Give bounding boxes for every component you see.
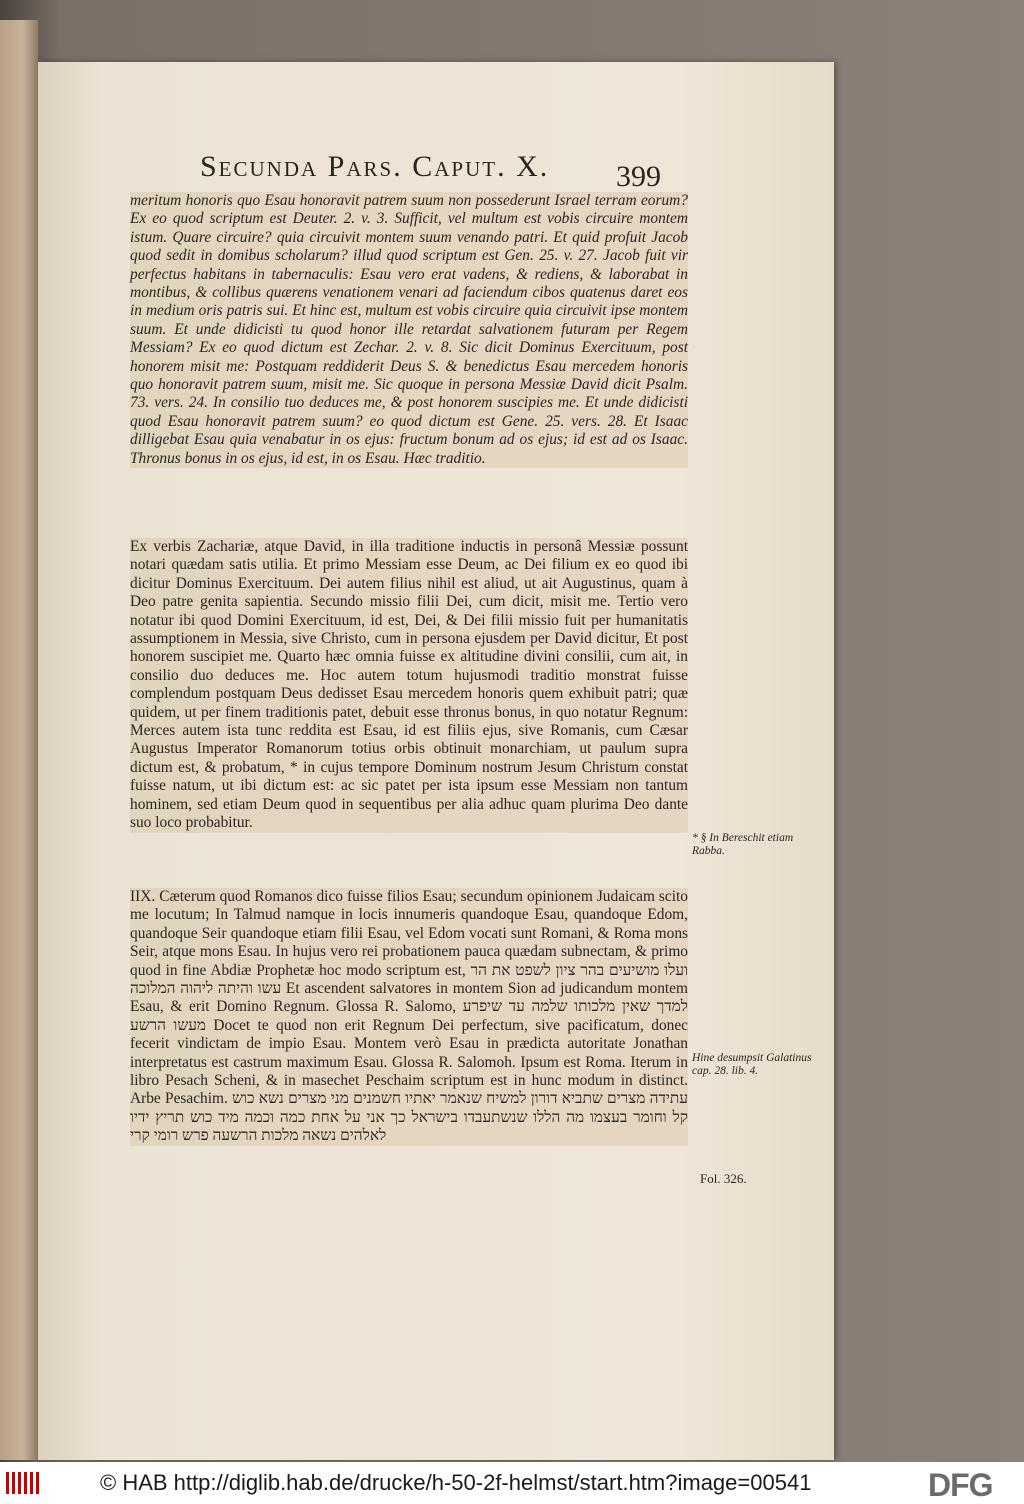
hab-barcode-icon [6, 1472, 40, 1494]
facing-page-edge [0, 20, 38, 1460]
source-link[interactable]: © HAB http://diglib.hab.de/drucke/h-50-2f-helmst/start.htm?image=00541 [100, 1470, 812, 1495]
margin-note-3: Fol. 326. [700, 1171, 747, 1186]
page-number: 399 [616, 160, 661, 193]
paragraph-1: meritum honoris quo Esau honoravit patrem suum non possederunt Israel terram eorum? Ex eo quod scriptum est Deuter. 2. v. 3. Sufficit, vel multum est vobis circuire montem istum. Quare circuire? quia circuivit montem suum venando patri. Et quid profuit Jacob quod sedit in domibus scholarum? illud quod scriptum est Gen. 25. v. 27. Jacob fuit vir perfectus habitans in tabernaculis: Esau vero erat vadens, & rediens, & laborabat in montibus, & collibus quærens venationem venari ad faciendum cibos quatenus daret eos in medium oris patris sui. Et hinc est, multum est vobis circuire quia circuivit ipse montem suum. Et unde didicisti tu quod honor ille retardat salvationem futuram per Regem Messiam? Ex eo quod dictum est Zechar. 2. v. 8. Sic dicit Dominus Exercituum, post honorem misit me: Postquam reddiderit Deus S. & benedictus Esau mercedem honoris quo honoravit patrem suum, misit me. Sic quoque in persona Messiæ David dicit Psalm. 73. vers. 24. In consilio tuo deduces me, & post honorem suscipies me. Et unde didicisti quod Esau honoravit patrem suum? eo quod dictum est Gene. 25. vers. 28. Et Isaac dilligebat Esau quia venabatur in os ejus: fructum bonum ad os ejus; id est ad os Isaac. Thronus bonus in os ejus, id est, in os Esau. Hæc traditio. [130, 192, 688, 467]
paragraph-3: IIX. Cæterum quod Romanos dico fuisse filios Esau; secundum opinionem Judaicam scito me locutum; In Talmud namque in locis innumeris quandoque Esau, quandoque Edom, quandoque Seir quandoque etiam filii Esau, vel Edom vocati sunt Romani, & Roma mons Seir, atque mons Esau. In hujus vero rei probationem pauca quædam subnectam, & primo quod in fine Abdiæ Prophetæ hoc modo scriptum est, ועלו מושיעים בהר ציון לשפט את הר עשו והיתה ליהוה המלוכה Et ascendent salvatores in montem Sion ad judicandum montem Esau, & erit Domino Regnum. Glossa R. Salomo, למדך שאין מלכותו שלמה עד שיפרע מעשו הרשע Docet te quod non erit Regnum Dei perfectum, sive pacificatum, donec fecerit vindictam de impio Esau. Montem verò Esau in prædicta autoritate Jonathan interpretatus est castrum maximum Esau. Glossa R. Salomoh. Ipsum est Roma. Iterum in libro Pesach Scheni, & in masechet Peschaim scriptum est in hunc modum in distinct. Arbe Pesachim. עתידה מצרים שתביא דורון למשיח שנאמר יאתיו חשמנים מני מצרים נשא כוש קל וחומר בעצמו מה הללו שנשתעבדו בישראל כך אני על אחת כמה וכמה מיד כוש תריץ ידיו לאלהים נשאה מלכות הרשעה פרש רומי קרי [130, 888, 688, 1145]
paragraph-2: Ex verbis Zachariæ, atque David, in illa traditione inductis in personâ Messiæ possunt notari quædam satis utilia. Et primo Messiam esse Deum, ac Dei filium ex eo quod ibi dicitur Dominus Exercituum. Dei autem filius nihil est aliud, ut ait Augustinus, quam à Deo patre genita sapientia. Secundo missio filii Dei, cum dicit, misit me. Tertio vero notatur ibi quod Domini Exercituum, id est, Dei, & Dei filii missio fuit per humanitatis assumptionem in Messia, sive Christo, cum in persona ejusdem per David dicitur, Et post honorem suscipiet me. Quarto hæc omnia fuisse ex altitudine divini consilii, cum ait, in consilio duo deduces me. Hoc autem totum hujusmodi traditio monstrat fuisse complendum postquam Deus dedisset Esau mercedem honoris quem exhibuit patri; quæ quidem, ut per finem traditionis patet, debuit esse thronus bonus, in quo notatur Regnum: Merces autem ista tunc reddita est Esau, id est filiis ejus, sive Romanis, cum Cæsar Augustus Imperator Romanorum totius orbis obtinuit monarchiam, ut paulum supra dictum est, & probatum, * in cujus tempore Dominum nostrum Jesum Christum constat fuisse natum, ut ibi dictum est: ac sic patet per ista ipsum esse Messiam non tantum hominem, sed etiam Deum quod in sequentibus per alia adhuc quam plurima Deo dante suo loco probabitur. [130, 538, 688, 832]
margin-note-2: Hine desumpsit Galatinus cap. 28. lib. 4. [692, 1052, 812, 1077]
margin-note-1: * § In Bereschit etiam Rabba. [692, 832, 794, 857]
footer-bar [0, 1462, 1024, 1504]
running-header: Secunda Pars. Caput. X. [200, 150, 550, 183]
dfg-logo: DFG [928, 1467, 993, 1503]
